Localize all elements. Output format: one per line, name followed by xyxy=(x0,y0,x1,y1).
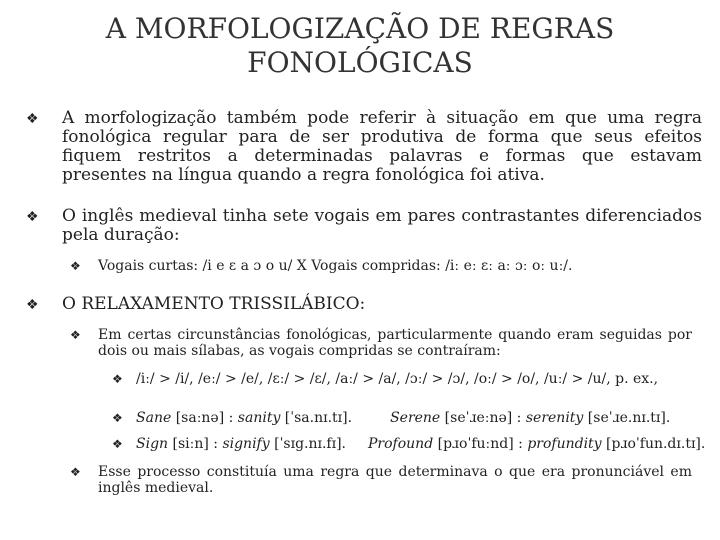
bullet-text: O inglês medieval tinha sete vogais em pares contrastantes diferenciados pela duração: xyxy=(62,206,702,245)
subsubbullet-sane-serene xyxy=(112,410,712,426)
example-sign: Sign [siːn] : signify [ˈsɪg.nɪ.fɪ]. xyxy=(136,436,347,452)
subbullet-vogais xyxy=(70,258,692,274)
diamond-bullet-icon: ❖ xyxy=(112,372,123,386)
diamond-bullet-icon: ❖ xyxy=(26,209,39,225)
example-sane: Sane [saːnə] : sanity [ˈsa.nɪ.tɪ]. xyxy=(136,410,353,426)
example-profound: Profound [pɹoˈfuːnd] : profundity [pɹoˈfun.dɪ.tɪ]. xyxy=(368,436,706,452)
bullet-text: A morfologização também pode referir à situação em que uma regra fonológica regular para de ser produtiva de forma que seus efeitos fiquem restritos a determinadas palavras e formas que estavam presentes na língua quando a regra fonológica foi ativa. xyxy=(62,108,702,185)
subsubbullet-text: /iː/ > /i/, /eː/ > /e/, /ɛː/ > /ɛ/, /aː/ > /a/, /ɔː/ > /ɔ/, /oː/ > /o/, /uː/ > /u/, p. ex., xyxy=(136,371,659,387)
bullet-morfologizacao xyxy=(26,109,702,185)
subbullet-text: Em certas circunstâncias fonológicas, particularmente quando eram seguidas por dois ou mais sílabas, as vogais compridas se contraíram: xyxy=(98,327,692,359)
bullet-relaxamento xyxy=(26,295,702,315)
slide-title-line1: A MORFOLOGIZAÇÃO DE REGRAS xyxy=(105,12,615,45)
slide-title xyxy=(0,12,720,80)
example-serene: Serene [seˈɹeːnə] : serenity [seˈɹe.nɪ.tɪ]. xyxy=(390,410,671,426)
subbullet-text: Vogais curtas: /i e ɛ a ɔ o u/ X Vogais compridas: /iː eː ɛː aː ɔː oː uː/. xyxy=(98,258,573,274)
diamond-bullet-icon: ❖ xyxy=(112,411,123,425)
bullet-text: O RELAXAMENTO TRISSILÁBICO: xyxy=(62,294,366,314)
diamond-bullet-icon: ❖ xyxy=(70,465,81,479)
diamond-bullet-icon: ❖ xyxy=(70,259,81,273)
subsubbullet-text xyxy=(136,410,712,426)
subbullet-circunstancias xyxy=(70,327,692,359)
diamond-bullet-icon: ❖ xyxy=(26,297,39,313)
diamond-bullet-icon: ❖ xyxy=(70,328,81,342)
slide-title-line2: FONOLÓGICAS xyxy=(247,46,473,79)
subsubbullet-text xyxy=(136,436,712,452)
subbullet-text: Esse processo constituía uma regra que determinava o que era pronunciável em inglês medieval. xyxy=(98,464,692,496)
subbullet-processo xyxy=(70,464,692,496)
diamond-bullet-icon: ❖ xyxy=(112,437,123,451)
bullet-ingles-medieval xyxy=(26,207,702,245)
diamond-bullet-icon: ❖ xyxy=(26,111,39,127)
subsubbullet-vowel-shift xyxy=(112,371,712,387)
subsubbullet-sign-profound xyxy=(112,436,712,452)
